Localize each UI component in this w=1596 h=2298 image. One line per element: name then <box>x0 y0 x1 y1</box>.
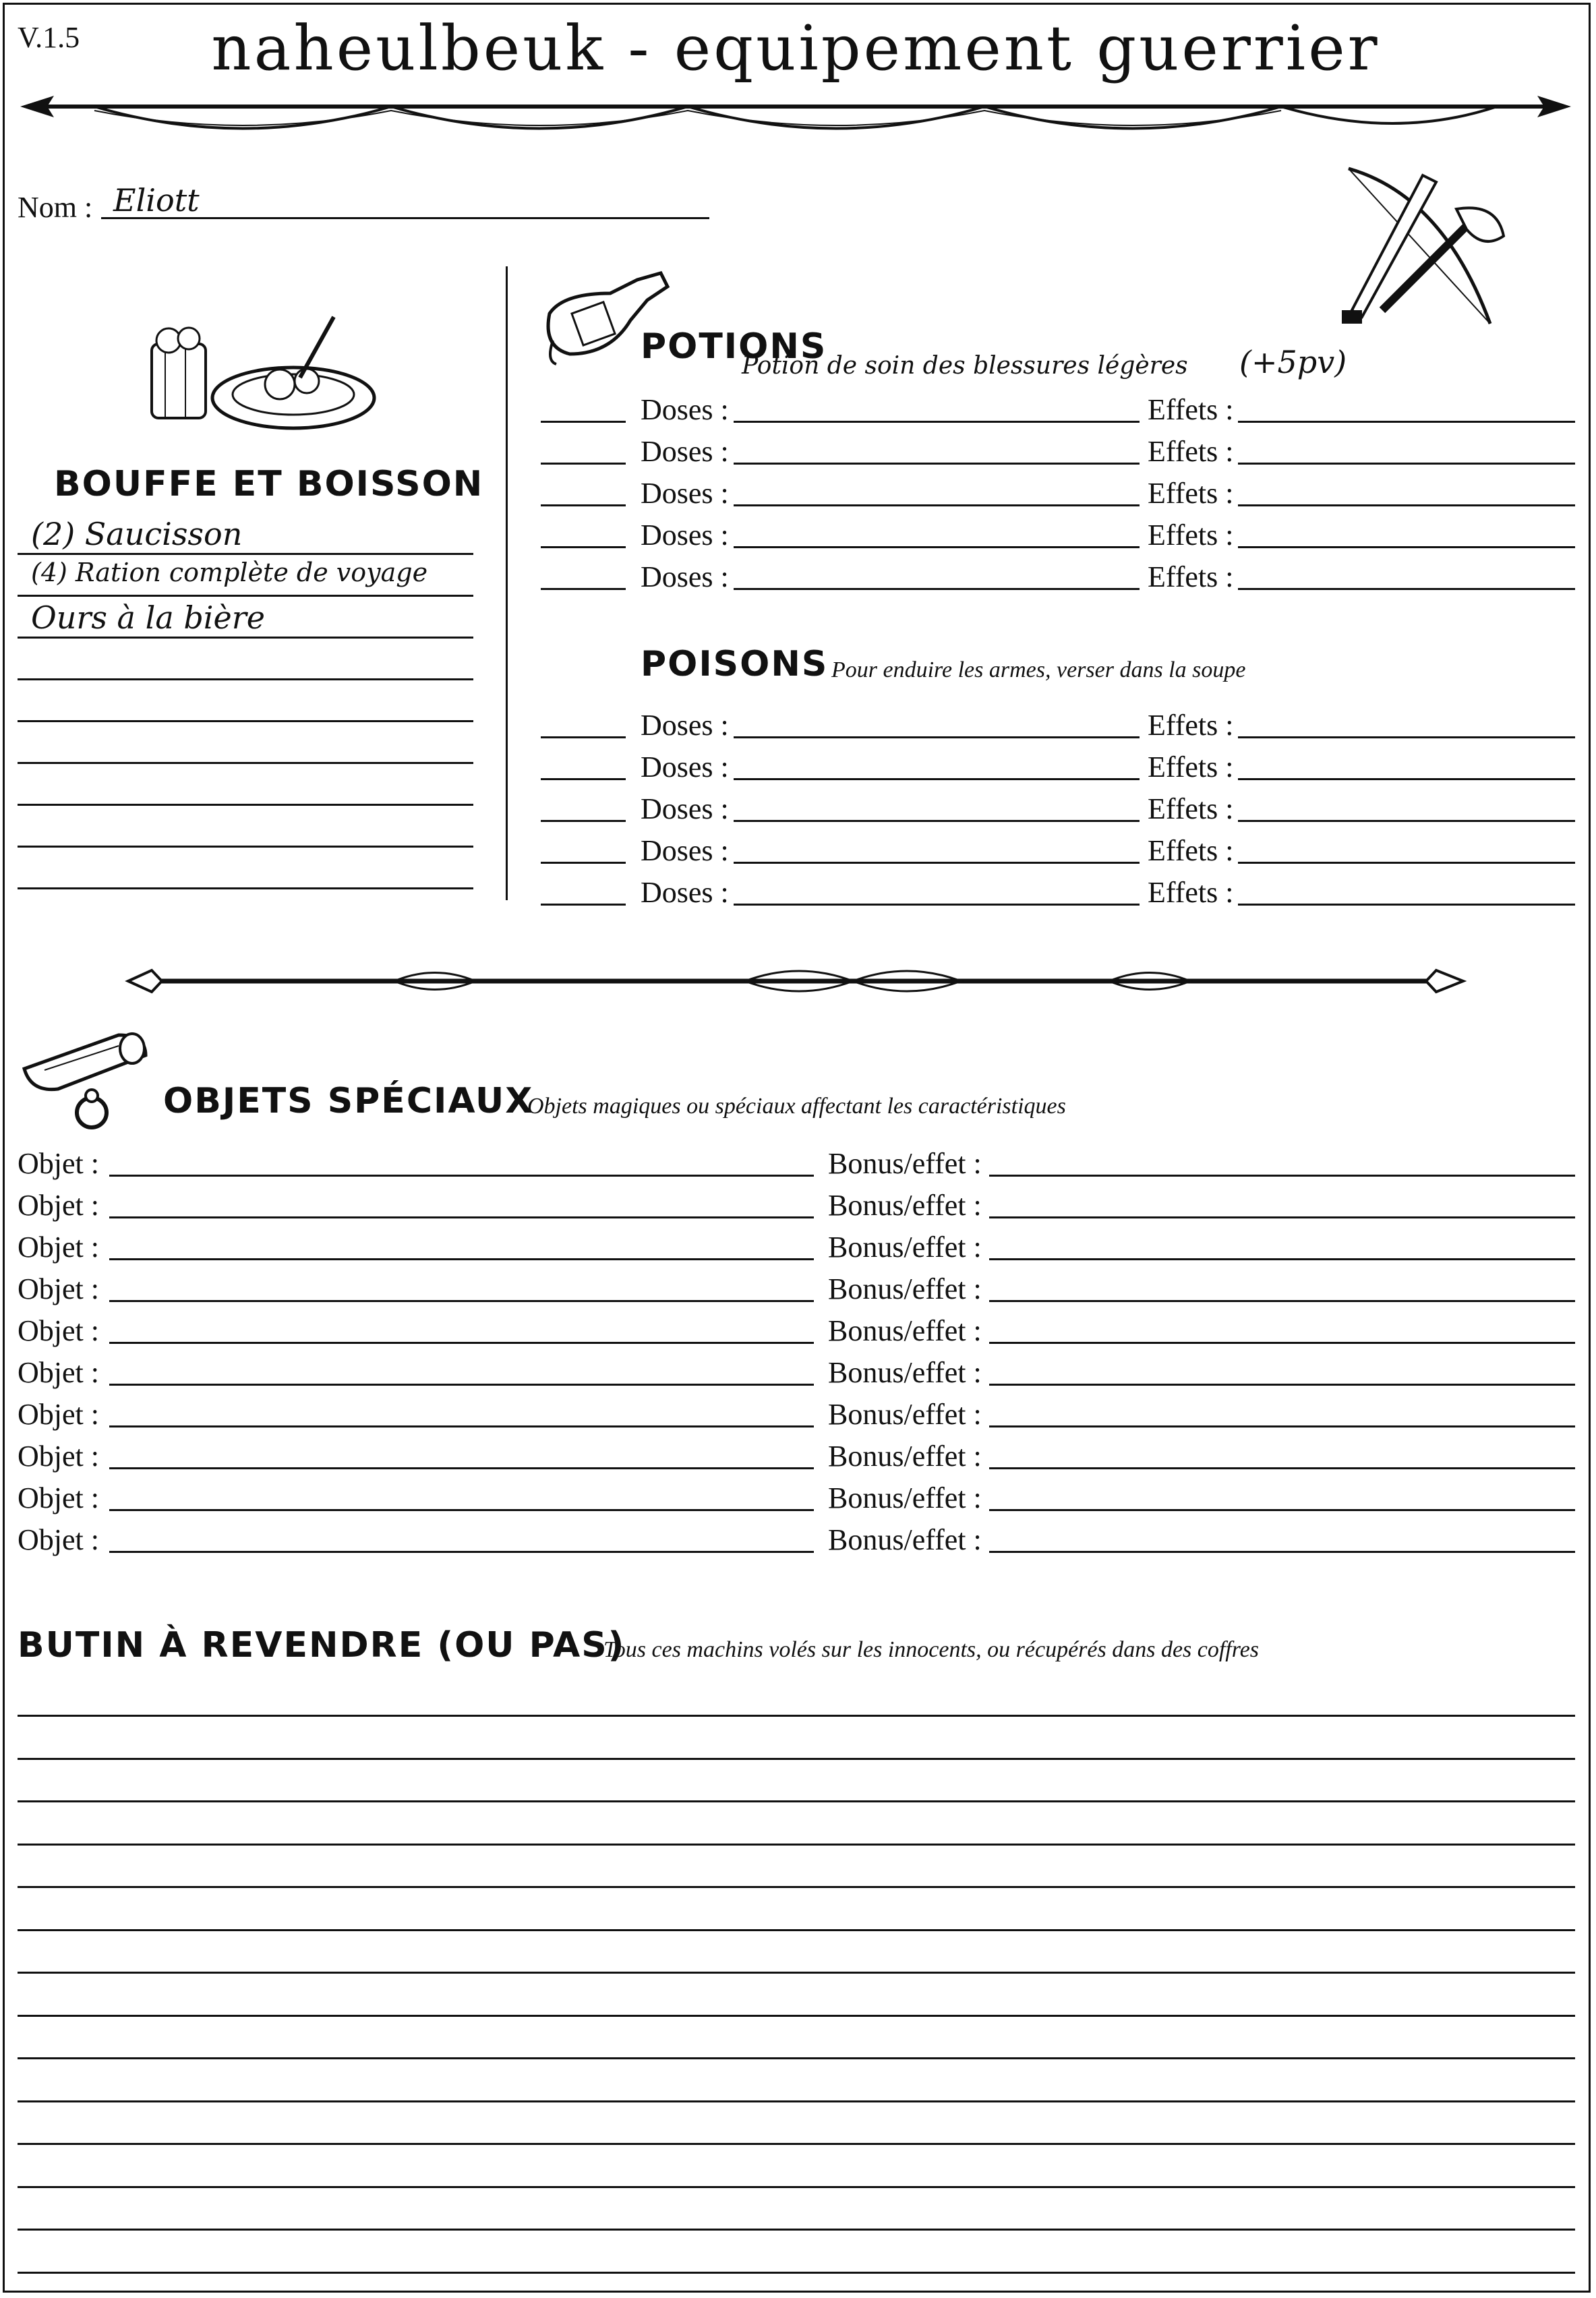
loot-line[interactable] <box>18 1886 1575 1888</box>
potions-qty-line[interactable] <box>541 504 626 506</box>
objet-label: Objet : <box>18 1356 99 1389</box>
food-item[interactable]: Ours à la bière <box>31 599 265 636</box>
objet-line[interactable] <box>109 1342 814 1344</box>
poisons-effets-label: Effets : <box>1148 792 1234 825</box>
loot-line[interactable] <box>18 2143 1575 2145</box>
objet-label: Objet : <box>18 1481 99 1514</box>
version-label: V.1.5 <box>18 21 80 54</box>
staff-divider-icon <box>125 961 1467 1001</box>
poisons-qty-line[interactable] <box>541 904 626 906</box>
food-line <box>18 846 473 848</box>
poisons-effets-label: Effets : <box>1148 750 1234 784</box>
food-line <box>18 720 473 722</box>
bonus-label: Bonus/effet : <box>828 1272 982 1305</box>
food-plate-icon <box>138 303 381 438</box>
potions-doses-label: Doses : <box>641 393 729 426</box>
objet-label: Objet : <box>18 1231 99 1264</box>
loot-line[interactable] <box>18 2229 1575 2231</box>
potions-effets-label: Effets : <box>1148 477 1234 510</box>
potions-effets-label: Effets : <box>1148 519 1234 552</box>
poisons-qty-line[interactable] <box>541 862 626 864</box>
poisons-effets-line[interactable] <box>1238 736 1575 738</box>
poisons-qty-line[interactable] <box>541 736 626 738</box>
loot-line[interactable] <box>18 1758 1575 1760</box>
bonus-label: Bonus/effet : <box>828 1231 982 1264</box>
food-heading: BOUFFE ET BOISSON <box>54 464 484 504</box>
bonus-label: Bonus/effet : <box>828 1523 982 1556</box>
objet-label: Objet : <box>18 1440 99 1473</box>
objet-line[interactable] <box>109 1551 814 1553</box>
objet-line[interactable] <box>109 1425 814 1427</box>
objet-line[interactable] <box>109 1384 814 1386</box>
loot-line[interactable] <box>18 2186 1575 2188</box>
crossed-weapons-icon <box>1322 155 1524 337</box>
potions-effets-line[interactable] <box>1238 546 1575 548</box>
poisons-doses-label: Doses : <box>641 876 729 909</box>
loot-line[interactable] <box>18 1929 1575 1931</box>
objet-line[interactable] <box>109 1509 814 1511</box>
poisons-qty-line[interactable] <box>541 778 626 780</box>
food-line <box>18 762 473 764</box>
loot-line[interactable] <box>18 2015 1575 2017</box>
objet-line[interactable] <box>109 1467 814 1469</box>
poisons-doses-label: Doses : <box>641 792 729 825</box>
objet-line[interactable] <box>109 1300 814 1302</box>
bonus-label: Bonus/effet : <box>828 1356 982 1389</box>
scroll-ring-icon <box>18 1028 159 1140</box>
objet-line[interactable] <box>109 1175 814 1177</box>
poisons-effets-line[interactable] <box>1238 820 1575 822</box>
potions-effets-line[interactable] <box>1238 588 1575 590</box>
poisons-doses-line[interactable] <box>734 820 1140 822</box>
potions-qty-line[interactable] <box>541 463 626 465</box>
loot-line[interactable] <box>18 2100 1575 2102</box>
potion-note[interactable]: Potion de soin des blessures légères <box>742 352 1188 380</box>
potions-effets-line[interactable] <box>1238 504 1575 506</box>
bonus-line[interactable] <box>989 1216 1575 1218</box>
poisons-effets-line[interactable] <box>1238 778 1575 780</box>
poisons-doses-label: Doses : <box>641 750 729 784</box>
loot-line[interactable] <box>18 1972 1575 1974</box>
potions-doses-label: Doses : <box>641 560 729 593</box>
poisons-doses-line[interactable] <box>734 778 1140 780</box>
potions-doses-line[interactable] <box>734 421 1140 423</box>
objet-label: Objet : <box>18 1398 99 1431</box>
food-line <box>18 595 473 597</box>
potions-doses-line[interactable] <box>734 588 1140 590</box>
bonus-label: Bonus/effet : <box>828 1147 982 1180</box>
objects-subtitle: Objets magiques ou spéciaux affectant les caractéristiques <box>527 1094 1066 1119</box>
bonus-line[interactable] <box>989 1175 1575 1177</box>
loot-subtitle: Tous ces machins volés sur les innocents, ou récupérés dans des coffres <box>603 1637 1260 1662</box>
objet-label: Objet : <box>18 1189 99 1222</box>
poisons-subtitle: Pour enduire les armes, verser dans la soupe <box>831 657 1246 682</box>
spear-divider-icon <box>13 86 1578 147</box>
potions-doses-line[interactable] <box>734 463 1140 465</box>
objet-label: Objet : <box>18 1272 99 1305</box>
poisons-effets-line[interactable] <box>1238 904 1575 906</box>
poisons-doses-line[interactable] <box>734 904 1140 906</box>
potions-doses-label: Doses : <box>641 435 729 468</box>
loot-line[interactable] <box>18 1715 1575 1717</box>
potions-qty-line[interactable] <box>541 546 626 548</box>
bonus-line[interactable] <box>989 1425 1575 1427</box>
name-value[interactable]: Eliott <box>113 182 200 218</box>
objet-line[interactable] <box>109 1258 814 1260</box>
bonus-line[interactable] <box>989 1258 1575 1260</box>
objects-heading: OBJETS SPÉCIAUX <box>163 1081 534 1121</box>
food-line <box>18 553 473 555</box>
objet-label: Objet : <box>18 1523 99 1556</box>
potions-effets-label: Effets : <box>1148 435 1234 468</box>
loot-line[interactable] <box>18 2057 1575 2059</box>
potions-effets-line[interactable] <box>1238 421 1575 423</box>
food-line <box>18 804 473 806</box>
food-line <box>18 637 473 639</box>
potion-note-effect[interactable]: (+5pv) <box>1239 344 1347 380</box>
page-title: naheulbeuk - equipement guerrier <box>211 12 1380 84</box>
poisons-effets-label: Effets : <box>1148 834 1234 867</box>
name-line <box>101 217 709 219</box>
bonus-label: Bonus/effet : <box>828 1314 982 1347</box>
potions-effets-label: Effets : <box>1148 393 1234 426</box>
bonus-label: Bonus/effet : <box>828 1440 982 1473</box>
potions-doses-line[interactable] <box>734 504 1140 506</box>
potions-qty-line[interactable] <box>541 421 626 423</box>
poisons-qty-line[interactable] <box>541 820 626 822</box>
bonus-label: Bonus/effet : <box>828 1189 982 1222</box>
potions-heading: POTIONS <box>641 326 827 367</box>
loot-line[interactable] <box>18 1800 1575 1802</box>
food-item[interactable]: (4) Ration complète de voyage <box>31 558 428 587</box>
bonus-label: Bonus/effet : <box>828 1481 982 1514</box>
poisons-doses-line[interactable] <box>734 862 1140 864</box>
poisons-heading: POISONS <box>641 644 829 684</box>
food-item[interactable]: (2) Saucisson <box>31 516 243 552</box>
food-line <box>18 887 473 889</box>
poisons-effets-label: Effets : <box>1148 876 1234 909</box>
poisons-doses-label: Doses : <box>641 834 729 867</box>
bonus-line[interactable] <box>989 1551 1575 1553</box>
poisons-effets-line[interactable] <box>1238 862 1575 864</box>
poisons-doses-label: Doses : <box>641 709 729 742</box>
objet-label: Objet : <box>18 1314 99 1347</box>
bonus-line[interactable] <box>989 1300 1575 1302</box>
food-line <box>18 678 473 680</box>
potions-doses-line[interactable] <box>734 546 1140 548</box>
loot-line[interactable] <box>18 2272 1575 2274</box>
potions-doses-label: Doses : <box>641 477 729 510</box>
potions-doses-label: Doses : <box>641 519 729 552</box>
potions-effets-label: Effets : <box>1148 560 1234 593</box>
bonus-label: Bonus/effet : <box>828 1398 982 1431</box>
bonus-line[interactable] <box>989 1467 1575 1469</box>
bonus-line[interactable] <box>989 1509 1575 1511</box>
name-label: Nom : <box>18 191 93 224</box>
objet-line[interactable] <box>109 1216 814 1218</box>
bonus-line[interactable] <box>989 1384 1575 1386</box>
loot-heading: BUTIN À REVENDRE (OU PAS) <box>18 1625 626 1666</box>
objet-label: Objet : <box>18 1147 99 1180</box>
potions-effets-line[interactable] <box>1238 463 1575 465</box>
poisons-doses-line[interactable] <box>734 736 1140 738</box>
potions-qty-line[interactable] <box>541 588 626 590</box>
column-separator <box>506 266 508 900</box>
loot-line[interactable] <box>18 1844 1575 1846</box>
bonus-line[interactable] <box>989 1342 1575 1344</box>
poisons-effets-label: Effets : <box>1148 709 1234 742</box>
